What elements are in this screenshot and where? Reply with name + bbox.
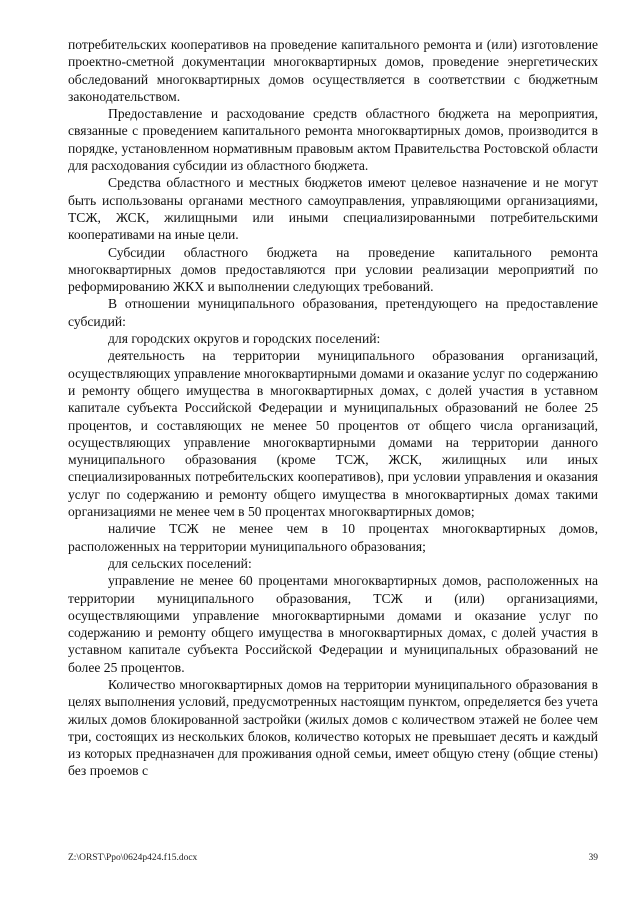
page-number: 39: [588, 853, 598, 863]
paragraph: Количество многоквартирных домов на территории муниципального образования в целях выполнения условий, предусмотренных настоящим пунктом, определяется без учета жилых домов блокированной застройки (жилых домов с количеством этажей не более чем три, состоящих из нескольких блоков, количество которых не превышает десять и каждый из которых предназначен для проживания одной семьи, имеет общую стену (общие стены) без проемов с: [68, 676, 598, 779]
paragraph: деятельность на территории муниципального образования организаций, осуществляющих управление многоквартирными домами и оказание услуг по содержанию и ремонту общего имущества в многоквартирных домах, с долей участия в уставном капитале субъекта Российской Федерации и муниципальных образований не более 25 процентов, и составляющих не менее 50 процентов от общего числа организаций, осуществляющих управление многоквартирными домами на территории данного муниципального образования (кроме ТСЖ, ЖСК, жилищных или иных специализированных потребительских кооперативов), при условии управления и оказания услуг по содержанию и ремонту общего имущества в многоквартирных домах такими организациями не менее чем в 50 процентах многоквартирных домов;: [68, 348, 598, 520]
paragraph: наличие ТСЖ не менее чем в 10 процентах многоквартирных домов, расположенных на территории муниципального образования;: [68, 521, 598, 554]
paragraph-continuation: потребительских кооперативов на проведение капитального ремонта и (или) изготовление проектно-сметной документации многоквартирных домов, проведение энергетических обследований многоквартирных домов осуществляется в соответствии с бюджетным законодательством.: [68, 37, 598, 104]
document-body: [68, 36, 598, 780]
paragraph: управление не менее 60 процентами многоквартирных домов, расположенных на территории муниципального образования, ТСЖ и (или) организациями, осуществляющими управление многоквартирными домами и оказание услуг по содержанию и ремонту общего имущества в многоквартирных домах, с долей участия в уставном капитале субъекта Российской Федерации и муниципальных образований не более 25 процентов.: [68, 573, 598, 675]
paragraph: Субсидии областного бюджета на проведение капитального ремонта многоквартирных домов предоставляются при условии реализации мероприятий по реформированию ЖКХ и выполнении следующих требований.: [68, 244, 598, 295]
paragraph-subheading: для городских округов и городских поселений:: [108, 331, 381, 347]
paragraph-subheading: для сельских поселений:: [108, 555, 252, 571]
paragraph: Предоставление и расходование средств областного бюджета на мероприятия, связанные с проведением капитального ремонта многоквартирных домов, производится в порядке, установленном нормативным правовым актом Правительства Ростовской области для расходования субсидии из областного бюджета.: [68, 106, 598, 174]
paragraph: В отношении муниципального образования, претендующего на предоставление субсидий:: [68, 296, 598, 329]
paragraph: Средства областного и местных бюджетов имеют целевое назначение и не могут быть использованы органами местного самоуправления, управляющими организациями, ТСЖ, ЖСК, жилищными или иными специализированными потребительскими кооперативами на иные цели.: [68, 175, 598, 243]
file-path: Z:\ORST\Ppo\0624p424.f15.docx: [68, 853, 198, 863]
